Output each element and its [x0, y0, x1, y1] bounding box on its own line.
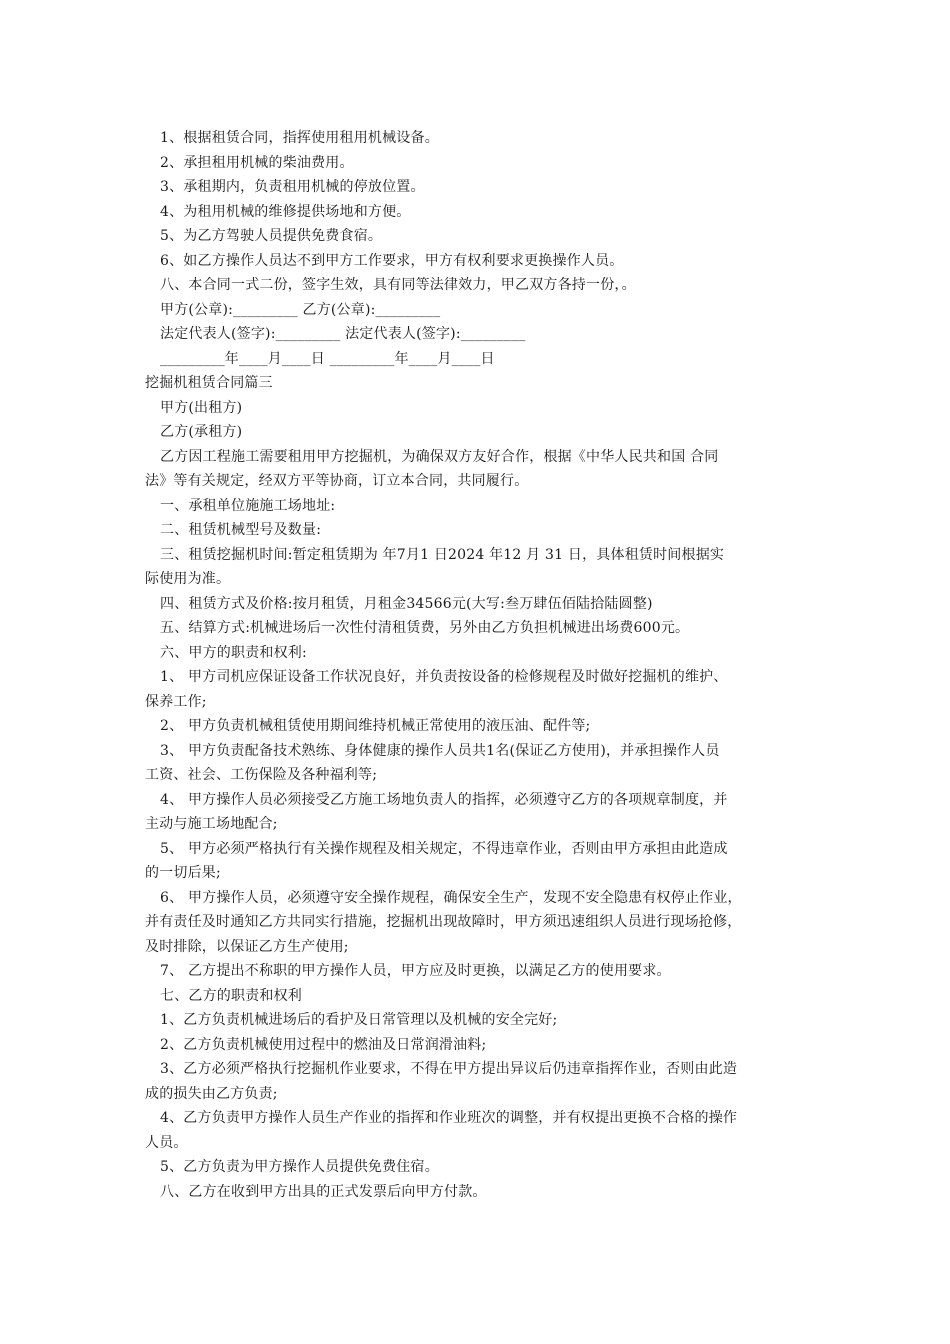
- text-line: 3、 甲方负责配备技术熟练、身体健康的操作人员共1名(保证乙方使用)，并承担操作人员: [160, 742, 720, 759]
- text-line: 4、 甲方操作人员必须接受乙方施工场地负责人的指挥，必须遵守乙方的各项规章制度，并: [160, 791, 728, 808]
- text-line: 保养工作;: [145, 693, 207, 710]
- text-line: 4、乙方负责甲方操作人员生产作业的指挥和作业班次的调整，并有权提出更换不合格的操作: [160, 1110, 738, 1126]
- text-line: 5、为乙方驾驶人员提供免费食宿。: [160, 228, 383, 244]
- text-line: 挖掘机租赁合同篇三: [145, 375, 273, 391]
- text-line: 及时排除，以保证乙方生产使用;: [145, 938, 349, 955]
- text-line: 人员。: [145, 1134, 188, 1151]
- text-line: 工资、社会、工伤保险及各种福利等;: [145, 767, 378, 783]
- text-line: 八、乙方在收到甲方出具的正式发票后向甲方付款。: [160, 1183, 487, 1200]
- text-line: 1、 甲方司机应保证设备工作状况良好，并负责按设备的检修规程及时做好挖掘机的维护、: [160, 669, 728, 685]
- text-line: 法定代表人(签字):_________ 法定代表人(签字):_________: [160, 326, 526, 342]
- text-line: 乙方(承租方): [160, 424, 243, 440]
- text-line: 甲方(公章):_________ 乙方(公章):_________: [160, 301, 441, 318]
- text-line: 3、承租期内，负责租用机械的停放位置。: [160, 179, 425, 195]
- text-line: 二、租赁机械型号及数量:: [160, 522, 322, 538]
- text-line: 四、租赁方式及价格:按月租赁，月租金34566元(大写:叁万肆伍佰陆拾陆圆整): [160, 595, 653, 612]
- text-line: 2、承担租用机械的柴油费用。: [160, 154, 354, 171]
- text-line: _________年____月____日 _________年____月____日: [160, 350, 495, 367]
- text-line: 2、乙方负责机械使用过程中的燃油及日常润滑油料;: [160, 1036, 487, 1053]
- text-line: 六、甲方的职责和权利:: [160, 644, 307, 661]
- text-line: 5、乙方负责为甲方操作人员提供免费住宿。: [160, 1159, 439, 1175]
- text-line: 法》等有关规定，经双方平等协商，订立本合同，共同履行。: [145, 473, 529, 489]
- text-line: 并有责任及时通知乙方共同实行措施，挖掘机出现故障时，甲方须迅速组织人员进行现场抢修，: [145, 914, 742, 930]
- text-line: 5、 甲方必须严格执行有关操作规程及相关规定，不得违章作业，否则由甲方承担由此造成: [160, 840, 728, 857]
- text-line: 成的损失由乙方负责;: [145, 1085, 278, 1102]
- text-line: 7、 乙方提出不称职的甲方操作人员，甲方应及时更换，以满足乙方的使用要求。: [160, 963, 671, 979]
- text-line: 6、如乙方操作人员达不到甲方工作要求，甲方有权利要求更换操作人员。: [160, 252, 624, 269]
- text-line: 五、结算方式:机械进场后一次性付清租赁费，另外由乙方负担机械进出场费600元。: [160, 620, 690, 636]
- text-line: 6、 甲方操作人员，必须遵守安全操作规程，确保安全生产，发现不安全隐患有权停止作业，: [160, 889, 742, 906]
- text-line: 一、承租单位施施工场地址:: [160, 497, 336, 514]
- text-line: 三、租赁挖掘机时间:暂定租赁期为 年7月1 日2024 年12 月 31 日，具体租赁时间根据实: [160, 546, 725, 563]
- text-line: 的一切后果;: [145, 865, 221, 881]
- text-line: 际使用为准。: [145, 571, 231, 587]
- contract-body: [145, 126, 810, 1204]
- text-line: 4、为租用机械的维修提供场地和方便。: [160, 203, 411, 220]
- text-line: 七、乙方的职责和权利: [160, 987, 302, 1004]
- text-line: 3、乙方必须严格执行挖掘机作业要求，不得在甲方提出异议后仍违章指挥作业，否则由此造: [160, 1061, 738, 1077]
- text-line: 1、根据租赁合同，指挥使用租用机械设备。: [160, 130, 439, 146]
- text-line: 乙方因工程施工需要租用甲方挖掘机，为确保双方友好合作，根据《中华人民共和国 合同: [160, 448, 719, 465]
- text-line: 1、乙方负责机械进场后的看护及日常管理以及机械的安全完好;: [160, 1012, 558, 1028]
- text-line: 主动与施工场地配合;: [145, 816, 278, 832]
- text-line: 甲方(出租方): [160, 399, 243, 416]
- text-line: 2、 甲方负责机械租赁使用期间维持机械正常使用的液压油、配件等;: [160, 718, 591, 734]
- text-line: 八、本合同一式二份，签字生效，具有同等法律效力，甲乙双方各持一份，。: [160, 277, 636, 293]
